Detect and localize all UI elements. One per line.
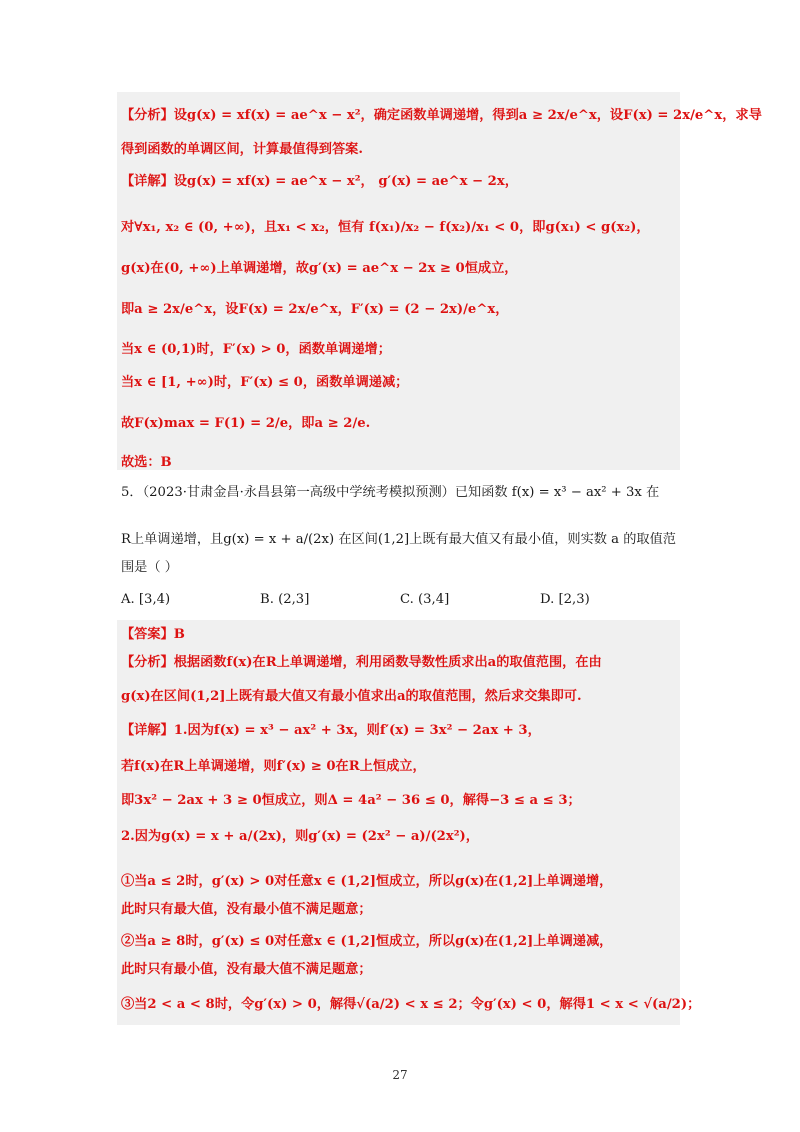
detail-line-5: 当x ∈ (0,1)时，F′(x) > 0，函数单调递增；	[121, 342, 391, 357]
analysis2-line: 【分析】根据函数f(x)在R上单调递增，利用函数导数性质求出a的取值范围，在由	[121, 655, 602, 670]
detail2-line-2: 若f(x)在R上单调递增，则f′(x) ≥ 0在R上恒成立，	[121, 759, 426, 774]
detail-line-3: g(x)在(0, +∞)上单调递增，故g′(x) = ae^x − 2x ≥ 0恒成立，	[121, 261, 518, 276]
detail-line-7: 故F(x)max = F(1) = 2/e，即a ≥ 2/e.	[121, 416, 371, 431]
detail-line-2: 对∀x₁, x₂ ∈ (0, +∞)，且x₁ < x₂，恒有 f(x₁)/x₂ − f(x₂)/x₁ < 0，即g(x₁) < g(x₂)，	[121, 220, 650, 235]
question-line-3: 围是（ ）	[121, 560, 178, 575]
option-c: C. (3,4]	[400, 592, 450, 607]
detail2-line-6: 此时只有最大值，没有最小值不满足题意；	[121, 902, 372, 917]
detail-line-1: 【详解】设g(x) = xf(x) = ae^x − x²， g′(x) = ae^x − 2x，	[121, 174, 518, 189]
detail2-line-9: ③当2 < a < 8时，令g′(x) > 0，解得√(a/2) < x ≤ 2；令g′(x) < 0，解得1 < x < √(a/2)；	[121, 997, 701, 1012]
analysis2-line-cont: g(x)在区间(1,2]上既有最大值又有最小值求出a的取值范围，然后求交集即可.	[121, 689, 582, 704]
answer-line: 【答案】B	[121, 627, 185, 642]
detail2-line-3: 即3x² − 2ax + 3 ≥ 0恒成立，则Δ = 4a² − 36 ≤ 0，解得−3 ≤ a ≤ 3；	[121, 793, 581, 808]
detail2-line-1: 【详解】1.因为f(x) = x³ − ax² + 3x，则f′(x) = 3x² − 2ax + 3，	[121, 723, 541, 738]
analysis-line: 【分析】设g(x) = xf(x) = ae^x − x²，确定函数单调递增，得到a ≥ 2x/e^x，设F(x) = 2x/e^x，求导	[121, 108, 762, 123]
option-a: A. [3,4)	[121, 592, 171, 607]
detail-line-6: 当x ∈ [1, +∞)时，F′(x) ≤ 0，函数单调递减；	[121, 375, 409, 390]
question-line-2: R上单调递增，且g(x) = x + a/(2x) 在区间(1,2]上既有最大值又有最小值，则实数 a 的取值范	[121, 532, 676, 547]
choice-line: 故选：B	[121, 455, 172, 470]
page-number: 27	[392, 1068, 408, 1082]
detail2-line-4: 2.因为g(x) = x + a/(2x)，则g′(x) = (2x² − a)/(2x²)，	[121, 829, 479, 844]
analysis-line-cont: 得到函数的单调区间，计算最值得到答案.	[121, 142, 363, 157]
detail2-line-5: ①当a ≤ 2时，g′(x) > 0对任意x ∈ (1,2]恒成立，所以g(x)在(1,2]上单调递增，	[121, 874, 613, 889]
option-b: B. (2,3]	[260, 592, 310, 607]
option-d: D. [2,3)	[540, 592, 590, 607]
detail2-line-7: ②当a ≥ 8时，g′(x) ≤ 0对任意x ∈ (1,2]恒成立，所以g(x)在(1,2]上单调递减，	[121, 934, 613, 949]
question-line-1: 5．（2023·甘肃金昌·永昌县第一高级中学统考模拟预测）已知函数 f(x) = x³ − ax² + 3x 在	[121, 485, 660, 500]
detail2-line-8: 此时只有最小值，没有最大值不满足题意；	[121, 962, 372, 977]
detail-line-4: 即a ≥ 2x/e^x，设F(x) = 2x/e^x，F′(x) = (2 − 2x)/e^x，	[121, 302, 509, 317]
